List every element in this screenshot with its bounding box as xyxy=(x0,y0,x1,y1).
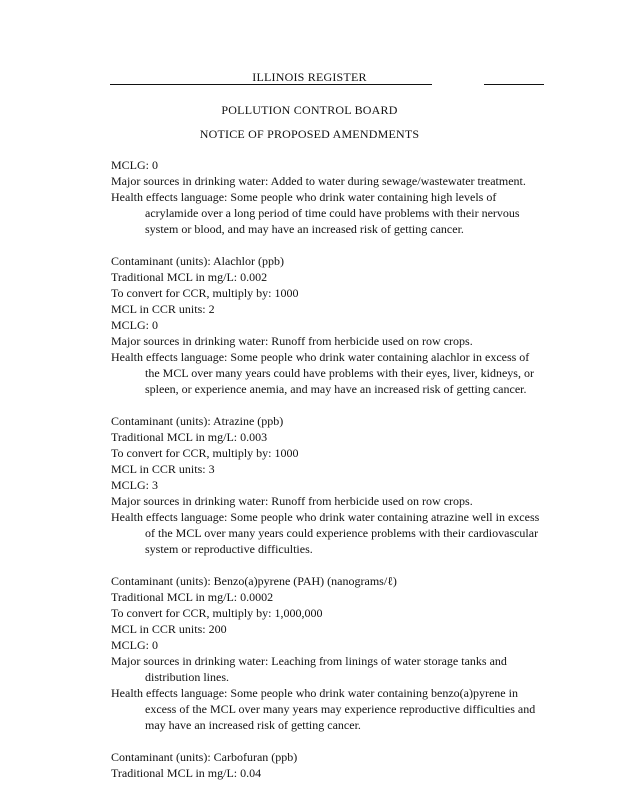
health-effects-line: of the MCL over many years could experience problems with their cardiovascular xyxy=(145,526,539,540)
alachlor-section xyxy=(111,253,551,397)
major-sources-line: Major sources in drinking water: Leaching from linings of water storage tanks and xyxy=(111,654,507,668)
mclg-line: MCLG: 0 xyxy=(111,158,159,172)
atrazine-section xyxy=(111,413,551,557)
health-effects-line: Health effects language: Some people who drink water containing benzo(a)pyrene in xyxy=(111,686,518,700)
health-effects-line: excess of the MCL over many years may experience reproductive difficulties and xyxy=(145,702,536,716)
traditional-mcl-line: Traditional MCL in mg/L: 0.002 xyxy=(111,270,268,284)
health-effects-line: system or blood, and may have an increased risk of getting cancer. xyxy=(145,222,464,236)
mcl-ccr-line: MCL in CCR units: 200 xyxy=(111,622,227,636)
mcl-ccr-line: MCL in CCR units: 3 xyxy=(111,462,215,476)
traditional-mcl-line: Traditional MCL in mg/L: 0.0002 xyxy=(111,590,274,604)
health-effects-line: Health effects language: Some people who drink water containing atrazine well in excess xyxy=(111,510,540,524)
mclg-line: MCLG: 0 xyxy=(111,318,159,332)
mclg-line: MCLG: 3 xyxy=(111,478,159,492)
contaminant-line: Contaminant (units): Carbofuran (ppb) xyxy=(111,750,298,764)
board-name: POLLUTION CONTROL BOARD xyxy=(221,103,398,117)
convert-line: To convert for CCR, multiply by: 1,000,000 xyxy=(111,606,323,620)
notice-title: NOTICE OF PROPOSED AMENDMENTS xyxy=(199,127,420,141)
health-effects-line: spleen, or experience anemia, and may have an increased risk of getting cancer. xyxy=(145,382,527,396)
health-effects-line: system or reproductive difficulties. xyxy=(145,542,313,556)
mclg-line: MCLG: 0 xyxy=(111,638,159,652)
document-body xyxy=(111,157,551,781)
major-sources-line: Major sources in drinking water: Runoff from herbicide used on row crops. xyxy=(111,334,473,348)
section-gap xyxy=(111,557,551,573)
contaminant-line: Contaminant (units): Alachlor (ppb) xyxy=(111,254,284,268)
section-gap xyxy=(111,733,551,749)
health-effects-line: acrylamide over a long period of time could have problems with their nervous xyxy=(145,206,520,220)
contaminant-line: Contaminant (units): Atrazine (ppb) xyxy=(111,414,284,428)
acrylamide-section xyxy=(111,157,551,237)
health-effects-line: Health effects language: Some people who drink water containing alachlor in excess of xyxy=(111,350,530,364)
traditional-mcl-line: Traditional MCL in mg/L: 0.04 xyxy=(111,766,262,780)
carbofuran-section xyxy=(111,749,551,781)
major-sources-line: distribution lines. xyxy=(145,670,229,684)
major-sources-line: Major sources in drinking water: Added to water during sewage/wastewater treatment. xyxy=(111,174,526,188)
health-effects-line: Health effects language: Some people who drink water containing high levels of xyxy=(111,190,497,204)
health-effects-line: may have an increased risk of getting cancer. xyxy=(145,718,361,732)
convert-line: To convert for CCR, multiply by: 1000 xyxy=(111,286,299,300)
major-sources-line: Major sources in drinking water: Runoff from herbicide used on row crops. xyxy=(111,494,473,508)
section-gap xyxy=(111,397,551,413)
section-gap xyxy=(111,237,551,253)
benzopyrene-section xyxy=(111,573,551,733)
contaminant-line: Contaminant (units): Benzo(a)pyrene (PAH) (nanograms/ℓ) xyxy=(111,574,397,588)
mcl-ccr-line: MCL in CCR units: 2 xyxy=(111,302,215,316)
convert-line: To convert for CCR, multiply by: 1000 xyxy=(111,446,299,460)
traditional-mcl-line: Traditional MCL in mg/L: 0.003 xyxy=(111,430,268,444)
health-effects-line: the MCL over many years could have problems with their eyes, liver, kidneys, or xyxy=(145,366,534,380)
register-title: ILLINOIS REGISTER xyxy=(252,70,367,84)
